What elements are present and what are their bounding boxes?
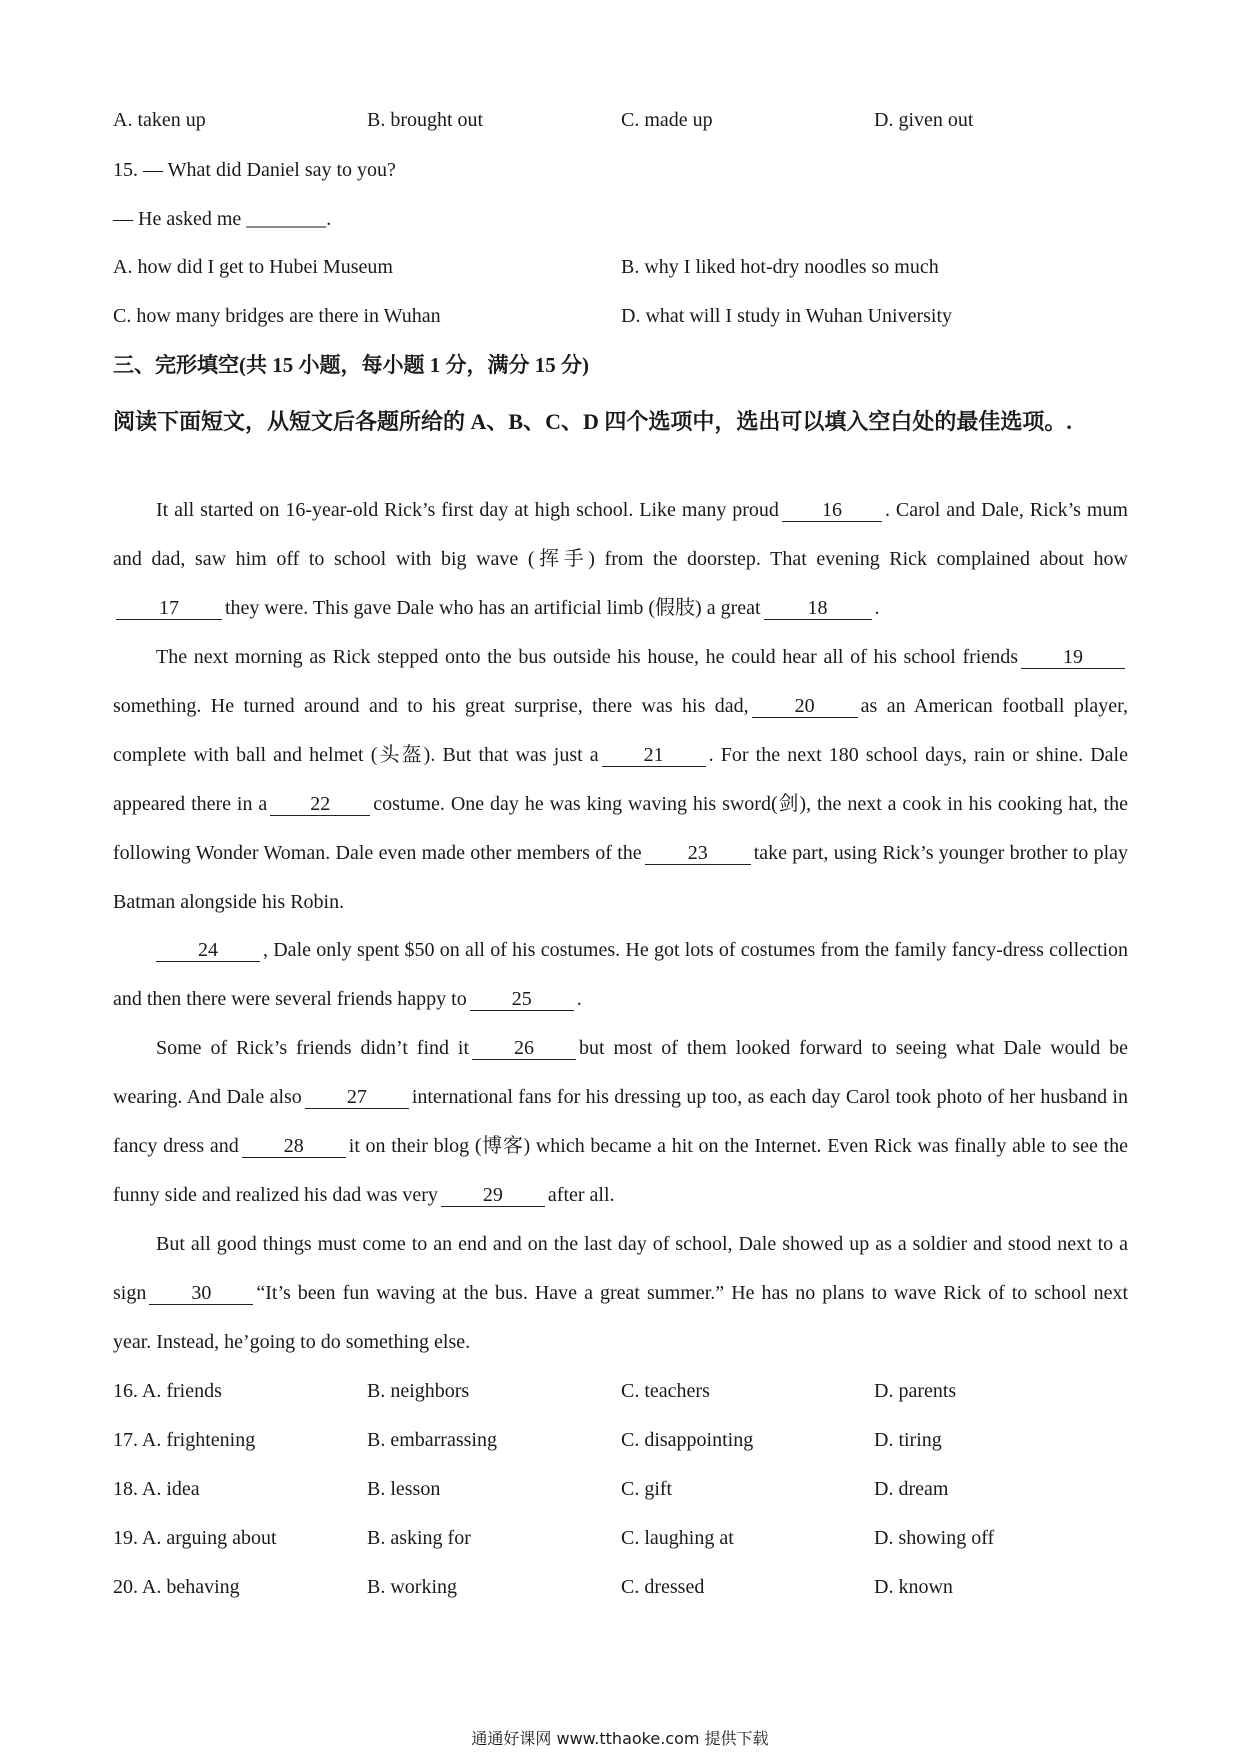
- blank-30: 30: [149, 1282, 253, 1305]
- q18-option-b: B. lesson: [367, 1478, 441, 1500]
- passage-text: The next morning as Rick stepped onto the bus outside his house, he could hear all of his school friends: [156, 646, 1018, 668]
- q18-option-a: 18. A. idea: [113, 1478, 200, 1500]
- blank-23: 23: [645, 842, 751, 865]
- q20-option-c: C. dressed: [621, 1576, 705, 1598]
- blank-20: 20: [752, 695, 858, 718]
- q18-option-c: C. gift: [621, 1478, 673, 1500]
- passage-paragraph-2: [113, 633, 1128, 927]
- passage-paragraph-1: [113, 486, 1128, 633]
- q17-option-b: B. embarrassing: [367, 1429, 497, 1451]
- blank-24: 24: [156, 939, 260, 962]
- q20-option-a: 20. A. behaving: [113, 1576, 240, 1598]
- blank-29: 29: [441, 1184, 545, 1207]
- passage-text: take part, using Rick’s younger brother to play Batman alongside his Robin.: [113, 842, 1128, 913]
- q17-option-c: C. disappointing: [621, 1429, 754, 1451]
- blank-19: 19: [1021, 646, 1125, 669]
- passage-text: something. He turned around and to his great surprise, there was his dad,: [113, 695, 749, 717]
- q14-option-c: C. made up: [621, 109, 713, 131]
- section-title: 三、完形填空(共 15 小题，每小题 1 分，满分 15 分): [113, 353, 589, 377]
- q15-stem: 15. — What did Daniel say to you?: [113, 159, 396, 181]
- passage-text: they were. This gave Dale who has an artificial limb (假肢) a great: [225, 597, 761, 619]
- passage-text: It all started on 16-year-old Rick’s first day at high school. Like many proud: [156, 499, 779, 521]
- passage-text: . Carol and Dale, Rick’s mum and dad, saw him off to school with big wave (挥手) from the doorstep. That evening Rick complained about how: [113, 499, 1128, 570]
- blank-21: 21: [602, 744, 706, 767]
- passage-paragraph-3: [113, 926, 1128, 1024]
- q15-option-b: B. why I liked hot-dry noodles so much: [621, 256, 939, 278]
- blank-27: 27: [305, 1086, 409, 1109]
- q14-option-d: D. given out: [874, 109, 974, 131]
- blank-26: 26: [472, 1037, 576, 1060]
- q17-option-d: D. tiring: [874, 1429, 942, 1451]
- blank-18: 18: [764, 597, 872, 620]
- q19-option-c: C. laughing at: [621, 1527, 734, 1549]
- q16-option-b: B. neighbors: [367, 1380, 470, 1402]
- q20-option-d: D. known: [874, 1576, 953, 1598]
- passage-text: . For the next 180 school days, rain or shine. Dale appeared there in a: [113, 744, 1128, 815]
- passage-text: .: [576, 988, 582, 1010]
- q20-option-b: B. working: [367, 1576, 457, 1598]
- blank-22: 22: [270, 793, 370, 816]
- passage-text: .: [874, 597, 880, 619]
- q19-option-a: 19. A. arguing about: [113, 1527, 277, 1549]
- q14-option-b: B. brought out: [367, 109, 484, 131]
- passage-paragraph-5: [113, 1220, 1128, 1367]
- passage-text: as an American football player, complete with ball and helmet (头盔). But that was just a: [113, 695, 1128, 766]
- q17-option-a: 17. A. frightening: [113, 1429, 256, 1451]
- q16-option-a: 16. A. friends: [113, 1380, 222, 1402]
- blank-28: 28: [242, 1135, 346, 1158]
- q16-option-d: D. parents: [874, 1380, 957, 1402]
- passage-text: “It’s been fun waving at the bus. Have a great summer.” He has no plans to wave Rick of to school next year. Instead, he’going to do something else.: [113, 1282, 1128, 1353]
- passage-paragraph-4: [113, 1024, 1128, 1220]
- q18-option-d: D. dream: [874, 1478, 949, 1500]
- passage-text: it on their blog (博客) which became a hit on the Internet. Even Rick was finally able to see the funny side and realized his dad was very: [113, 1135, 1128, 1206]
- passage-text: But all good things must come to an end and on the last day of school, Dale showed up as a soldier and stood next to a sign: [113, 1233, 1128, 1304]
- passage-text: , Dale only spent $50 on all of his costumes. He got lots of costumes from the family fancy-dress collection and then there were several friends happy to: [113, 939, 1128, 1010]
- q15-answer-blank: ________: [246, 208, 327, 230]
- blank-25: 25: [470, 988, 574, 1011]
- q16-option-c: C. teachers: [621, 1380, 710, 1402]
- passage-text: international fans for his dressing up too, as each day Carol took photo of her husband in fancy dress and: [113, 1086, 1128, 1157]
- blank-16: 16: [782, 499, 882, 522]
- q14-option-a: A. taken up: [113, 109, 206, 131]
- passage-text: but most of them looked forward to seeing what Dale would be wearing. And Dale also: [113, 1037, 1129, 1108]
- passage-text: after all.: [547, 1184, 615, 1206]
- q19-option-b: B. asking for: [367, 1527, 471, 1549]
- q19-option-d: D. showing off: [874, 1527, 995, 1549]
- q15-option-a: A. how did I get to Hubei Museum: [113, 256, 393, 278]
- passage-text: costume. One day he was king waving his sword(剑), the next a cook in his cooking hat, the following Wonder Woman. Dale even made other members of the: [113, 793, 1128, 864]
- blank-17: 17: [116, 597, 222, 620]
- q15-option-d: D. what will I study in Wuhan University: [621, 305, 953, 327]
- q15-answer-prefix: — He asked me: [113, 208, 247, 230]
- page-footer: 通通好课网 www.tthaoke.com 提供下载: [471, 1729, 769, 1748]
- q15-option-c: C. how many bridges are there in Wuhan: [113, 305, 441, 327]
- section-instruction: 阅读下面短文，从短文后各题所给的 A、B、C、D 四个选项中，选出可以填入空白处的最佳选项。.: [113, 409, 1072, 434]
- q15-answer-line: [113, 205, 331, 233]
- q15-answer-suffix: .: [326, 208, 332, 230]
- passage-text: Some of Rick’s friends didn’t find it: [156, 1037, 470, 1059]
